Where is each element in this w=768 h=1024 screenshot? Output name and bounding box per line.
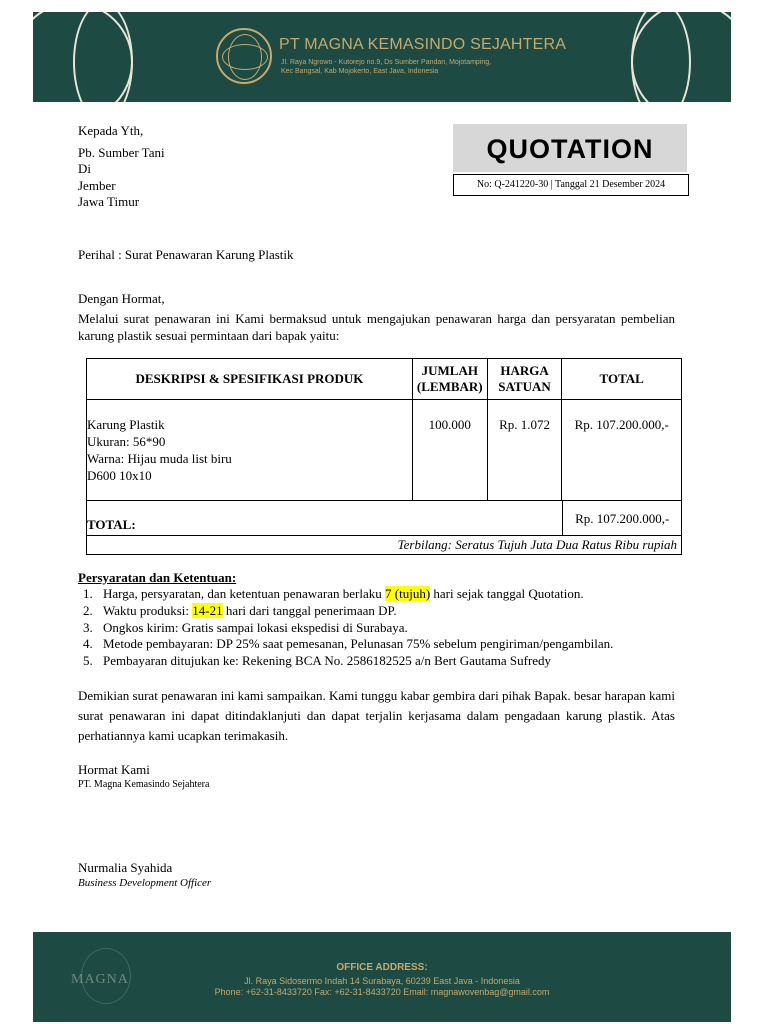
- product-table: [86, 358, 682, 536]
- recipient-line: Pb. Sumber Tani: [78, 144, 165, 160]
- quotation-title: QUOTATION: [453, 124, 687, 172]
- product-description-line: Ukuran: 56*90: [87, 434, 166, 449]
- list-number: 3.: [83, 619, 93, 635]
- office-contact-line: Phone: +62-31-8433720 Fax: +62-31-8433720 Email: magnawovenbag@gmail.com: [214, 987, 550, 997]
- product-description: [87, 400, 413, 500]
- table-row: [87, 400, 681, 501]
- header-unit-price: [488, 359, 563, 399]
- office-address-heading: OFFICE ADDRESS:: [336, 962, 428, 973]
- term-text: Metode pembayaran: DP 25% saat pemesanan, Pelunasan 75% sebelum pengiriman/pengambilan.: [103, 636, 614, 652]
- header-price-line: SATUAN: [498, 379, 551, 394]
- intro-paragraph: Melalui surat penawaran ini Kami bermaksud untuk mengajukan penawaran harga dan persyaratan pembelian karung plastik sesuai permintaan dari bapak yaitu:: [78, 311, 675, 343]
- product-description-line: Warna: Hijau muda list biru: [87, 451, 232, 466]
- recipient-line: Di: [78, 161, 91, 176]
- signer-name: Nurmalia Syahida: [78, 860, 173, 875]
- table-total-row: [87, 501, 681, 535]
- header-quantity: [413, 359, 488, 399]
- product-unit-price: Rp. 1.072: [488, 400, 563, 500]
- list-item: [78, 620, 613, 637]
- list-item: [78, 586, 613, 603]
- recipient-line: Kepada Yth,: [78, 123, 144, 138]
- term-highlight: 14-21: [192, 602, 223, 618]
- product-description-line: Karung Plastik: [87, 417, 165, 432]
- header-description: DESKRIPSI & SPESIFIKASI PRODUK: [87, 359, 413, 399]
- recipient-line: Jember: [78, 177, 116, 193]
- greeting: Dengan Hormat,: [78, 291, 165, 306]
- term-text: Ongkos kirim: Gratis sampai lokasi ekspedisi di Surabaya.: [103, 619, 408, 635]
- subject-line: Perihal : Surat Penawaran Karung Plastik: [78, 247, 294, 262]
- list-number: 4.: [83, 636, 93, 652]
- product-quantity: 100.000: [413, 400, 488, 500]
- letterhead-banner: [33, 12, 731, 102]
- list-number: 5.: [83, 653, 93, 669]
- total-label: TOTAL:: [87, 517, 136, 532]
- company-logo-icon: [216, 28, 272, 84]
- quotation-number-date: No: Q-241220-30 | Tanggal 21 Desember 2024: [453, 174, 689, 196]
- list-item: [78, 653, 613, 670]
- product-total: Rp. 107.200.000,-: [574, 417, 669, 432]
- footer-banner: [33, 932, 731, 1022]
- term-highlight: 7 (tujuh): [385, 586, 431, 601]
- recipient-line: Jawa Timur: [78, 194, 140, 209]
- terms-title: Persyaratan dan Ketentuan:: [78, 570, 237, 585]
- decorative-arc-right-inner: [631, 12, 691, 102]
- amount-in-words: Terbilang: Seratus Tujuh Juta Dua Ratus Ribu rupiah: [86, 535, 682, 555]
- footer-logo-text: MAGNA: [71, 972, 129, 987]
- company-address-line: Jl. Raya Ngrowo - Kutorejo no.9, Ds Sumber Pandan, Mojotamping,: [281, 59, 492, 66]
- list-number: 2.: [83, 602, 93, 618]
- product-description-line: D600 10x10: [87, 468, 152, 483]
- signature-company: PT. Magna Kemasindo Sejahtera: [78, 779, 210, 790]
- recipient-block: [78, 123, 165, 211]
- signer-title: Business Development Officer: [78, 877, 212, 889]
- company-address-line: Kec Bangsal, Kab Mojokerto, East Java, Indonesia: [281, 68, 439, 75]
- list-item: [78, 603, 613, 620]
- company-name: PT MAGNA KEMASINDO SEJAHTERA: [279, 36, 567, 53]
- regards: Hormat Kami: [78, 762, 150, 777]
- header-price-line: HARGA: [500, 363, 549, 378]
- header-quantity-line: JUMLAH: [421, 363, 478, 378]
- list-item: [78, 636, 613, 653]
- office-address-line: Jl. Raya Sidosermo Indah 14 Surabaya, 60239 East Java - Indonesia: [244, 976, 520, 986]
- table-header-row: [87, 359, 681, 400]
- header-quantity-unit: (LEMBAR): [416, 379, 483, 394]
- company-address: [281, 58, 491, 76]
- total-value: Rp. 107.200.000,-: [562, 501, 681, 535]
- terms-list: [78, 586, 613, 670]
- list-number: 1.: [83, 586, 93, 601]
- header-total: TOTAL: [599, 371, 644, 386]
- decorative-arc-left-inner: [73, 12, 133, 102]
- term-text: Waktu produksi:: [103, 602, 193, 618]
- term-text: Pembayaran ditujukan ke: Rekening BCA No. 2586182525 a/n Bert Gautama Sufredy: [103, 653, 552, 669]
- term-text: hari dari tanggal penerimaan DP.: [222, 602, 397, 618]
- closing-paragraph: Demikian surat penawaran ini kami sampaikan. Kami tunggu kabar gembira dari pihak Bapak. besar harapan kami surat penawaran ini dapat ditindaklanjuti dan dapat terjalin kerjasama dalam pengadaan karung plastik. Atas perhatiannya kami ucapkan terimakasih.: [78, 688, 675, 743]
- term-text: hari sejak tanggal Quotation.: [430, 586, 584, 601]
- term-text: Harga, persyaratan, dan ketentuan penawaran berlaku: [103, 586, 386, 601]
